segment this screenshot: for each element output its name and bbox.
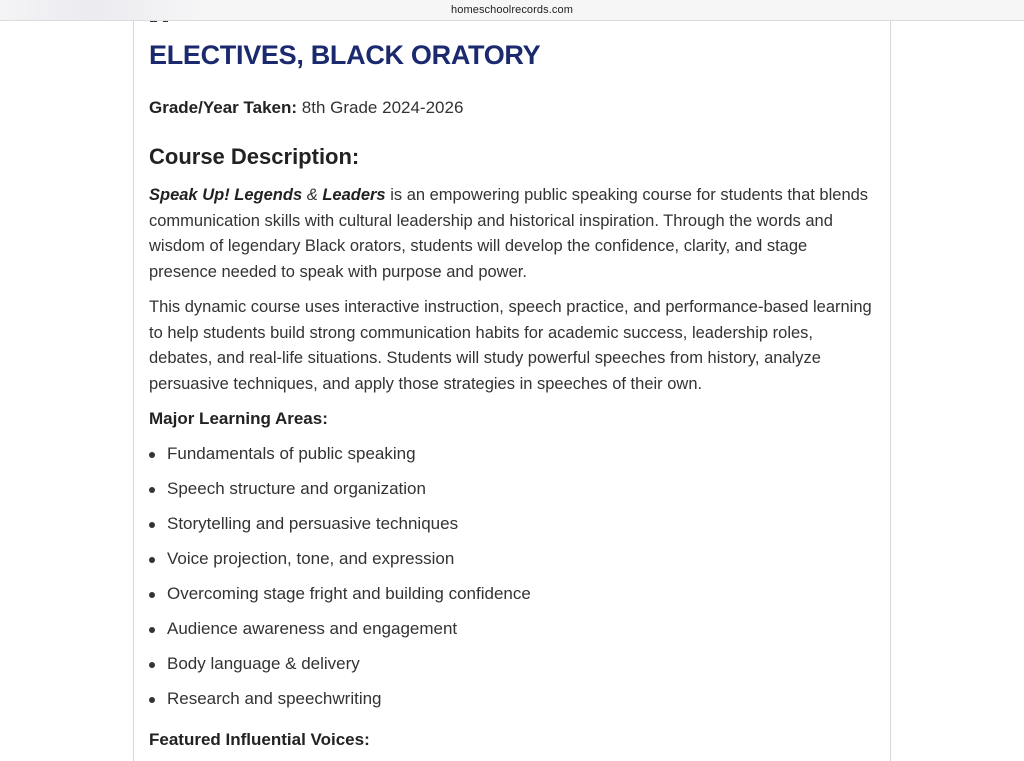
grade-label: Grade/Year Taken:: [149, 98, 298, 117]
list-item: [149, 513, 531, 548]
list-item: [149, 688, 531, 723]
description-paragraph-2: This dynamic course uses interactive instruction, speech practice, and performance-based learning to help students build strong communication habits for academic success, leadership roles, debates, and real-life situations. Students will study powerful speeches from history, analyze persuasive techniques, and apply those strategies in speeches of their own.: [149, 298, 872, 394]
bullet-icon: [149, 452, 155, 458]
bullet-icon: [149, 522, 155, 528]
list-item: [149, 583, 531, 618]
list-item-text: Body language & delivery: [167, 654, 360, 673]
course-card: [133, 21, 891, 761]
list-item-text: Research and speechwriting: [167, 689, 382, 708]
bullet-icon: [149, 557, 155, 563]
description-text-1: is an empowering public speaking course for students that blends communication skills with cultural leadership and historical inspiration. Through the words and wisdom of legendary Black orators, students will develop the confidence, clarity, and stage presence needed to speak with purpose and power.: [149, 186, 869, 282]
bullet-icon: [149, 627, 155, 633]
list-item-text: Voice projection, tone, and expression: [167, 549, 455, 568]
list-item: [149, 548, 531, 583]
course-name-part1: Speak Up! Legends: [149, 186, 303, 204]
grade-value: 8th Grade 2024-2026: [301, 98, 464, 117]
bullet-icon: [149, 697, 155, 703]
browser-url-bar[interactable]: [0, 0, 1024, 21]
bullet-icon: [149, 487, 155, 493]
list-item-text: Storytelling and persuasive techniques: [167, 514, 459, 533]
list-item-text: Audience awareness and engagement: [167, 619, 458, 638]
learning-areas-list: [149, 443, 531, 723]
url-text[interactable]: homeschoolrecords.com: [451, 4, 573, 16]
bullet-icon: [149, 662, 155, 668]
list-item: [149, 618, 531, 653]
list-item-text: Speech structure and organization: [167, 479, 426, 498]
course-name-part2: Leaders: [322, 186, 386, 204]
featured-voices-heading: Featured Influential Voices:: [149, 730, 370, 749]
list-item-text: Fundamentals of public speaking: [167, 444, 416, 463]
grade-year-row: [149, 98, 463, 118]
learning-areas-heading: Major Learning Areas:: [149, 409, 328, 428]
description-heading: Course Description:: [149, 144, 360, 169]
bullet-icon: [149, 592, 155, 598]
list-item-text: Overcoming stage fright and building confidence: [167, 584, 531, 603]
list-item: [149, 653, 531, 688]
course-title: ELECTIVES, BLACK ORATORY: [149, 40, 541, 70]
list-item: [149, 478, 531, 513]
description-paragraph-1: [149, 183, 879, 286]
course-name-ampersand: &: [302, 186, 323, 204]
list-item: [149, 443, 531, 478]
